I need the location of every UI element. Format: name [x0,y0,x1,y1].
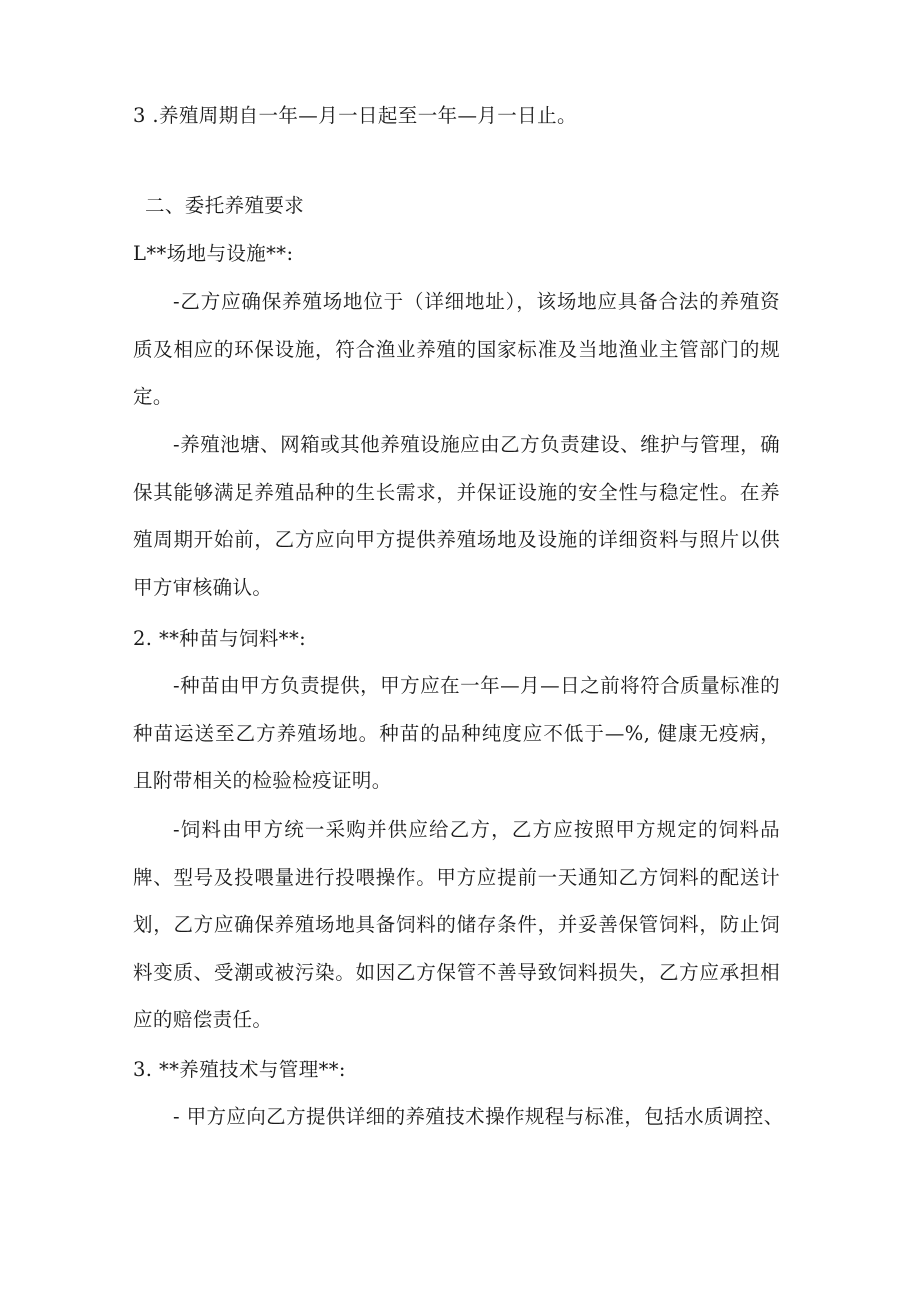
item3-paragraph-technique: - 甲方应向乙方提供详细的养殖技术操作规程与标准，包括水质调控、 [173,1105,784,1128]
section-title: 二、委托养殖要求 [145,194,305,217]
item1-paragraph-site: -乙方应确保养殖场地位于（详细地址），该场地应具备合法的养殖资质及相应的环保设施，符合渔业养殖的国家标准及当地渔业主管部门的规定。 [133,290,780,408]
breeding-period-line: 3 .养殖周期自一年—月一日起至一年—月一日止。 [133,104,577,127]
item1-heading: L**场地与设施**: [133,242,294,265]
item1-paragraph-facilities: -养殖池塘、网箱或其他养殖设施应由乙方负责建设、维护与管理，确保其能够满足养殖品种的生长需求，并保证设施的安全性与稳定性。在养殖周期开始前，乙方应向甲方提供养殖场地及设施的详细资料与照片以供甲方审核确认。 [133,433,780,599]
item2-paragraph-seedlings: -种苗由甲方负责提供，甲方应在一年—月—日之前将符合质量标准的种苗运送至乙方养殖场地。种苗的品种纯度应不低于—%, 健康无疫病，且附带相关的检验检疫证明。 [133,674,780,792]
item3-heading: 3. **养殖技术与管理**: [133,1058,346,1081]
item2-paragraph-feed: -饲料由甲方统一采购并供应给乙方，乙方应按照甲方规定的饲料品牌、型号及投喂量进行投喂操作。甲方应提前一天通知乙方饲料的配送计划，乙方应确保养殖场地具备饲料的储存条件，并妥善保管饲料，防止饲料变质、受潮或被污染。如因乙方保管不善导致饲料损失，乙方应承担相应的赔偿责任。 [133,818,780,1031]
item2-heading: 2. **种苗与饲料**: [133,627,307,650]
